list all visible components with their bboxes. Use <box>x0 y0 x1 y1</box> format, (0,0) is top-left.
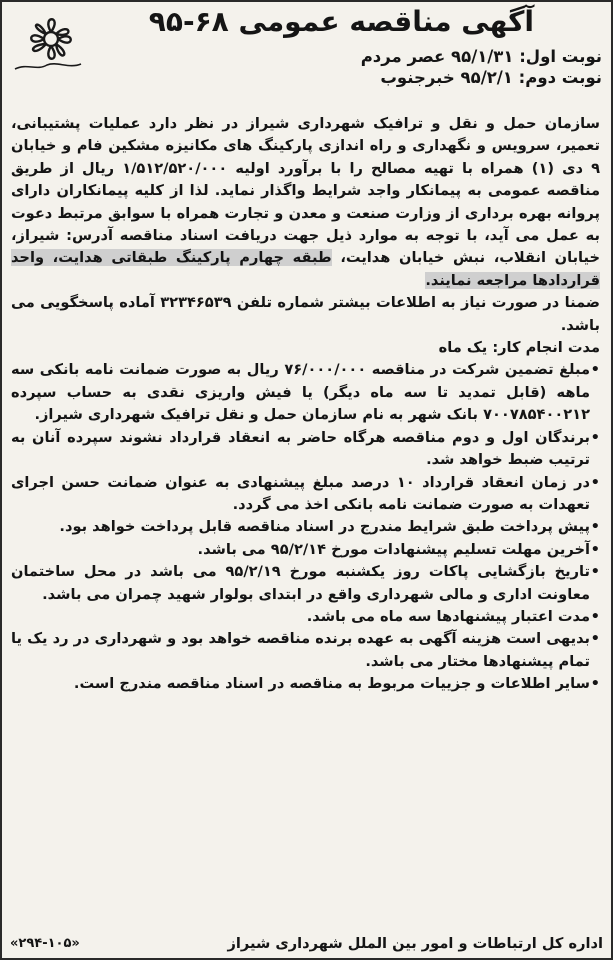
notice-code: «۲۹۴-۱۰۵» <box>10 936 80 951</box>
address-highlight: طبقه چهارم پارکینگ طبقاتی هدایت، واحد قراردادها مراجعه نمایند. <box>11 249 600 289</box>
intro-text: سازمان حمل و نقل و ترافیک شهرداری شیراز در نظر دارد عملیات پشتیبانی، تعمیر، سرویس و نگهداری و راه اندازی پارکینگ های مکانیزه مشکین فام و خیابان ۹ دی (۱) همراه با تهیه مصالح را با برآورد اولیه ۱/۵۱۲/۵۲۰/۰۰۰ ریال از طریق مناقصه عمومی به پیمانکار واجد شرایط واگذار نماید. لذا از کلیه پیمانکاران دارای پروانه بهره برداری از وزارت صنعت و معدن و تجارت همراه با سوابق مرتبط دعوت به عمل می آید، با توجه به موارد ذیل جهت دریافت اسناد مناقصه آدرس: شیراز، خیابان انقلاب، نبش خیابان هدایت، <box>11 115 601 267</box>
first-publication: نوبت اول: ۹۵/۱/۳۱ عصر مردم <box>360 47 602 66</box>
conditions-list <box>7 359 606 695</box>
list-item: • تاریخ بازگشایی پاکات روز یکشنبه مورخ ۹۵/۲/۱۹ می باشد در محل ساختمان معاونت اداری و مالی شهرداری واقع در ابتدای بولوار شهید چمران می باشد. <box>11 561 600 606</box>
list-item: • پیش پرداخت طبق شرایط مندرج در اسناد مناقصه قابل پرداخت خواهد بود. <box>11 516 600 538</box>
list-item: • مبلغ تضمین شرکت در مناقصه ۷۶/۰۰۰/۰۰۰ ریال به صورت ضمانت نامه بانکی سه ماهه (قابل تمدید تا سه ماه دیگر) یا فیش واریزی نقدی به حساب سپرده ۷۰۰۷۸۵۴۰۰۲۱۲ بانک شهر به نام سازمان حمل و نقل ترافیک شهرداری شیراز. <box>11 359 600 426</box>
list-item: • برندگان اول و دوم مناقصه هرگاه حاضر به انعقاد قرارداد نشوند سپرده آنان به ترتیب ضبط خواهد شد. <box>11 427 600 472</box>
list-item: • آخرین مهلت تسلیم پیشنهادات مورخ ۹۵/۲/۱۴ می باشد. <box>11 539 600 561</box>
list-item: • در زمان انعقاد قرارداد ۱۰ درصد مبلغ پیشنهادی به عنوان ضمانت حسن اجرای تعهدات به صورت ضمانت نامه بانکی اخذ می گردد. <box>11 472 600 517</box>
notice-header <box>7 5 606 113</box>
list-item: • بدیهی است هزینه آگهی به عهده برنده مناقصه خواهد بود و شهرداری در رد یک یا تمام پیشنهادها مختار می باشد. <box>11 628 600 673</box>
contact-info: ضمنا در صورت نیاز به اطلاعات بیشتر شماره تلفن ۳۲۳۴۶۵۳۹ آماده پاسخگویی می باشد. <box>11 294 600 334</box>
notice-intro <box>7 113 606 292</box>
list-item: • سایر اطلاعات و جزییات مربوط به مناقصه در اسناد مناقصه مندرج است. <box>11 673 600 695</box>
shiraz-municipality-logo-icon <box>7 9 87 73</box>
notice-title: آگهی مناقصه عمومی ۶۸-۹۵ <box>148 5 534 38</box>
list-item: • مدت اعتبار پیشنهادها سه ماه می باشد. <box>11 606 600 628</box>
second-publication: نوبت دوم: ۹۵/۲/۱ خبرجنوب <box>380 68 602 87</box>
work-duration: مدت انجام کار: یک ماه <box>438 339 600 357</box>
notice-footer <box>2 932 611 956</box>
issuer-name: اداره کل ارتباطات و امور بین الملل شهرداری شیراز <box>227 935 603 952</box>
